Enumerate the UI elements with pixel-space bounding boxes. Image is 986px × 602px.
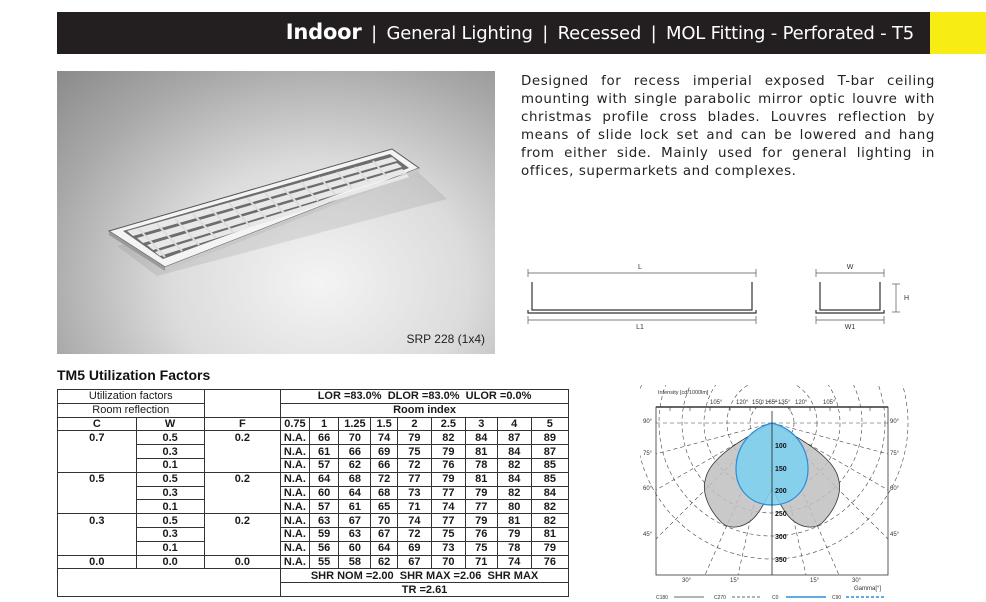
utilization-footer <box>58 569 569 597</box>
table-cell: N.A. <box>281 458 310 472</box>
table-cell: 85 <box>531 458 568 472</box>
label-utilization-factors: Utilization factors <box>58 390 205 404</box>
table-cell: 85 <box>531 472 568 486</box>
tm5-title: TM5 Utilization Factors <box>57 367 211 383</box>
table-cell: 0.3 <box>136 486 204 500</box>
table-row <box>58 431 569 445</box>
table-cell: 73 <box>397 486 431 500</box>
table-cell: 0.2 <box>204 431 280 445</box>
table-row <box>58 541 569 555</box>
ulor-value: ULOR =0.0% <box>465 390 532 403</box>
table-cell: 0.0 <box>204 555 280 569</box>
ring-label: 200 <box>775 488 787 495</box>
table-cell: 75 <box>465 541 497 555</box>
top-angle: 165° <box>765 400 778 406</box>
table-cell: 75 <box>431 527 465 541</box>
utilization-body <box>58 390 569 431</box>
header-separator: | <box>371 23 377 44</box>
side-angle-left: 90° <box>643 419 653 425</box>
table-cell: 60 <box>339 541 371 555</box>
side-angle-right: 75° <box>890 451 900 457</box>
table-cell: N.A. <box>281 555 310 569</box>
table-cell: 80 <box>497 500 531 514</box>
header-bar <box>57 12 930 54</box>
table-cell <box>204 458 280 472</box>
ring-label: 300 <box>775 534 787 541</box>
table-cell: N.A. <box>281 445 310 459</box>
table-cell: 74 <box>371 431 398 445</box>
table-cell: 79 <box>397 431 431 445</box>
utilization-table <box>57 389 569 597</box>
table-cell: 65 <box>371 500 398 514</box>
room-index-value: 0.75 <box>281 417 310 431</box>
table-cell: 0.2 <box>204 472 280 486</box>
table-cell: 61 <box>309 445 339 459</box>
table-cell: 69 <box>371 445 398 459</box>
table-row <box>58 500 569 514</box>
table-cell: 81 <box>497 514 531 528</box>
table-cell: 70 <box>371 514 398 528</box>
table-cell <box>58 500 137 514</box>
table-cell: 79 <box>431 472 465 486</box>
table-cell: 76 <box>431 458 465 472</box>
col-f: F <box>204 417 280 431</box>
shr-max-2: SHR MAX <box>487 569 539 582</box>
table-cell: 66 <box>309 431 339 445</box>
table-row <box>58 555 569 569</box>
top-angle: 120° <box>795 400 808 406</box>
table-cell: 67 <box>397 555 431 569</box>
room-index-value: 2 <box>397 417 431 431</box>
col-w: W <box>136 417 204 431</box>
table-cell: 82 <box>497 486 531 500</box>
room-index-value: 1.25 <box>339 417 371 431</box>
table-cell: 64 <box>371 541 398 555</box>
legend-c180: C180 <box>656 595 668 601</box>
table-cell <box>58 486 137 500</box>
table-cell: 81 <box>531 527 568 541</box>
table-cell: N.A. <box>281 500 310 514</box>
dlor-value: DLOR =83.0% <box>387 390 460 403</box>
table-cell <box>58 541 137 555</box>
table-cell: N.A. <box>281 472 310 486</box>
header-item-general-lighting: General Lighting <box>386 23 533 44</box>
table-row <box>58 514 569 528</box>
table-cell: 57 <box>309 500 339 514</box>
table-cell: 77 <box>431 514 465 528</box>
top-angle: 120° <box>736 400 749 406</box>
table-row <box>58 445 569 459</box>
room-index-label: Room index <box>281 403 569 417</box>
table-cell: 62 <box>339 458 371 472</box>
label-room-reflection: Room reflection <box>58 403 205 417</box>
table-cell: 74 <box>497 555 531 569</box>
table-cell <box>204 541 280 555</box>
table-cell: 0.1 <box>136 500 204 514</box>
room-index-value: 2.5 <box>431 417 465 431</box>
table-cell: 77 <box>431 486 465 500</box>
table-cell: 59 <box>309 527 339 541</box>
side-angle-left: 45° <box>643 532 653 538</box>
utilization-rows <box>58 431 569 569</box>
table-cell: 0.5 <box>136 514 204 528</box>
product-description: Designed for recess imperial exposed T-bar ceiling mounting with single parabolic mirror optic louvre with christmas profile cross blades. Louvres reflection by means of slide lock set and can be lowered and hang from either side. Mainly used for general lighting in offices, supermarkets and complexes. <box>521 74 935 179</box>
table-cell: 79 <box>465 514 497 528</box>
table-cell <box>204 445 280 459</box>
table-cell: N.A. <box>281 486 310 500</box>
legend-c270: C270 <box>714 595 726 601</box>
table-cell: 81 <box>465 472 497 486</box>
ring-label: 250 <box>775 511 787 518</box>
table-cell: 79 <box>431 445 465 459</box>
dim-label-l1: L1 <box>636 324 644 331</box>
table-cell <box>58 458 137 472</box>
header-accent <box>930 12 986 54</box>
table-cell: 0.3 <box>136 445 204 459</box>
table-cell: 71 <box>397 500 431 514</box>
table-row <box>58 458 569 472</box>
table-cell: 70 <box>339 431 371 445</box>
table-cell <box>204 500 280 514</box>
gamma-label: Gamma[°] <box>854 586 882 592</box>
table-cell: 0.1 <box>136 458 204 472</box>
table-cell: 55 <box>309 555 339 569</box>
table-cell: 73 <box>431 541 465 555</box>
table-cell: 76 <box>465 527 497 541</box>
table-cell: 82 <box>531 500 568 514</box>
table-cell: 68 <box>339 472 371 486</box>
table-cell: 63 <box>339 527 371 541</box>
dim-label-l: L <box>638 264 642 271</box>
table-cell: 62 <box>371 555 398 569</box>
table-cell: 79 <box>465 486 497 500</box>
side-angle-left: 60° <box>643 486 653 492</box>
col-c: C <box>58 417 137 431</box>
table-cell <box>204 527 280 541</box>
table-cell: 78 <box>465 458 497 472</box>
room-index-value: 3 <box>465 417 497 431</box>
table-cell: 82 <box>531 514 568 528</box>
table-cell: 58 <box>339 555 371 569</box>
dim-label-w1: W1 <box>844 324 856 331</box>
table-cell: 67 <box>371 527 398 541</box>
bottom-angle: 30° <box>852 578 862 584</box>
table-cell: 74 <box>397 514 431 528</box>
header-item-recessed: Recessed <box>557 23 642 44</box>
table-cell: 63 <box>309 514 339 528</box>
table-cell: 0.2 <box>204 514 280 528</box>
table-cell: 87 <box>497 431 531 445</box>
table-cell: 79 <box>497 527 531 541</box>
dim-label-h: H <box>904 295 910 302</box>
table-cell: 82 <box>497 458 531 472</box>
intensity-label: Intensity [cd/1000lm] <box>658 390 709 396</box>
table-row <box>58 486 569 500</box>
table-cell: 84 <box>531 486 568 500</box>
table-cell: 77 <box>397 472 431 486</box>
table-cell: 0.5 <box>58 472 137 486</box>
bottom-angle: 15° <box>810 578 820 584</box>
table-cell: 79 <box>531 541 568 555</box>
table-cell: 57 <box>309 458 339 472</box>
top-angle: 105° <box>823 400 836 406</box>
table-cell: 84 <box>497 445 531 459</box>
tr-value: TR =2.61 <box>281 583 569 597</box>
table-cell: N.A. <box>281 541 310 555</box>
dim-label-w: W <box>846 264 854 271</box>
room-index-value: 5 <box>531 417 568 431</box>
table-cell: 67 <box>339 514 371 528</box>
table-cell: 75 <box>397 445 431 459</box>
ring-label: 100 <box>775 443 787 450</box>
table-cell: 64 <box>339 486 371 500</box>
header-main: Indoor <box>285 20 362 44</box>
header-item-fitting: MOL Fitting - Perforated - T5 <box>666 23 914 44</box>
legend-c0: C0 <box>772 595 779 601</box>
table-cell: 0.5 <box>136 431 204 445</box>
table-cell: 69 <box>397 541 431 555</box>
bottom-angle: 15° <box>730 578 740 584</box>
table-cell: 84 <box>465 431 497 445</box>
table-cell: 72 <box>371 472 398 486</box>
table-cell: 74 <box>431 500 465 514</box>
table-cell: N.A. <box>281 431 310 445</box>
shr-nom: SHR NOM =2.00 <box>310 569 394 582</box>
table-cell: 61 <box>339 500 371 514</box>
table-cell: 68 <box>371 486 398 500</box>
side-angle-left: 75° <box>643 451 653 457</box>
table-cell: 0.1 <box>136 541 204 555</box>
top-angle: 150° <box>752 400 765 406</box>
table-cell: 87 <box>531 445 568 459</box>
header-title <box>286 20 914 44</box>
table-cell: N.A. <box>281 527 310 541</box>
table-cell: 70 <box>431 555 465 569</box>
table-cell: 64 <box>309 472 339 486</box>
side-angle-right: 45° <box>890 532 900 538</box>
table-cell: N.A. <box>281 514 310 528</box>
top-angle: 105° <box>710 400 723 406</box>
table-cell: 60 <box>309 486 339 500</box>
table-cell: 89 <box>531 431 568 445</box>
luminaire-illustration <box>57 71 495 354</box>
header-separator: | <box>650 23 657 44</box>
table-cell: 66 <box>371 458 398 472</box>
header-separator: | <box>542 23 549 44</box>
product-photo <box>57 71 495 354</box>
room-index-value: 1.5 <box>371 417 398 431</box>
top-angle: 135° <box>778 400 791 406</box>
table-cell: 0.0 <box>58 555 137 569</box>
table-cell <box>58 527 137 541</box>
legend-c90: C90 <box>832 595 842 601</box>
table-cell: 0.3 <box>58 514 137 528</box>
polar-diagram <box>640 385 920 602</box>
bottom-angle: 30° <box>682 578 692 584</box>
table-cell: 66 <box>339 445 371 459</box>
table-cell: 56 <box>309 541 339 555</box>
dimension-diagram <box>520 258 920 338</box>
table-cell: 71 <box>465 555 497 569</box>
shr-max-1: SHR MAX =2.06 <box>399 569 482 582</box>
room-index-value: 4 <box>497 417 531 431</box>
side-angle-right: 90° <box>890 419 900 425</box>
lor-value: LOR =83.0% <box>317 390 382 403</box>
table-cell: 0.5 <box>136 472 204 486</box>
table-cell: 0.3 <box>136 527 204 541</box>
ring-label: 150 <box>775 466 787 473</box>
table-cell <box>204 486 280 500</box>
table-cell: 84 <box>497 472 531 486</box>
table-cell: 77 <box>465 500 497 514</box>
table-cell: 81 <box>465 445 497 459</box>
table-cell: 78 <box>497 541 531 555</box>
side-angle-right: 60° <box>890 486 900 492</box>
table-cell: 0.0 <box>136 555 204 569</box>
table-cell: 76 <box>531 555 568 569</box>
table-row <box>58 527 569 541</box>
table-cell: 82 <box>431 431 465 445</box>
table-row <box>58 472 569 486</box>
table-cell: 0.7 <box>58 431 137 445</box>
table-cell <box>58 445 137 459</box>
photo-caption: SRP 228 (1x4) <box>406 332 485 346</box>
ring-label: 350 <box>775 557 787 564</box>
table-cell: 72 <box>397 527 431 541</box>
room-index-value: 1 <box>309 417 339 431</box>
table-cell: 72 <box>397 458 431 472</box>
